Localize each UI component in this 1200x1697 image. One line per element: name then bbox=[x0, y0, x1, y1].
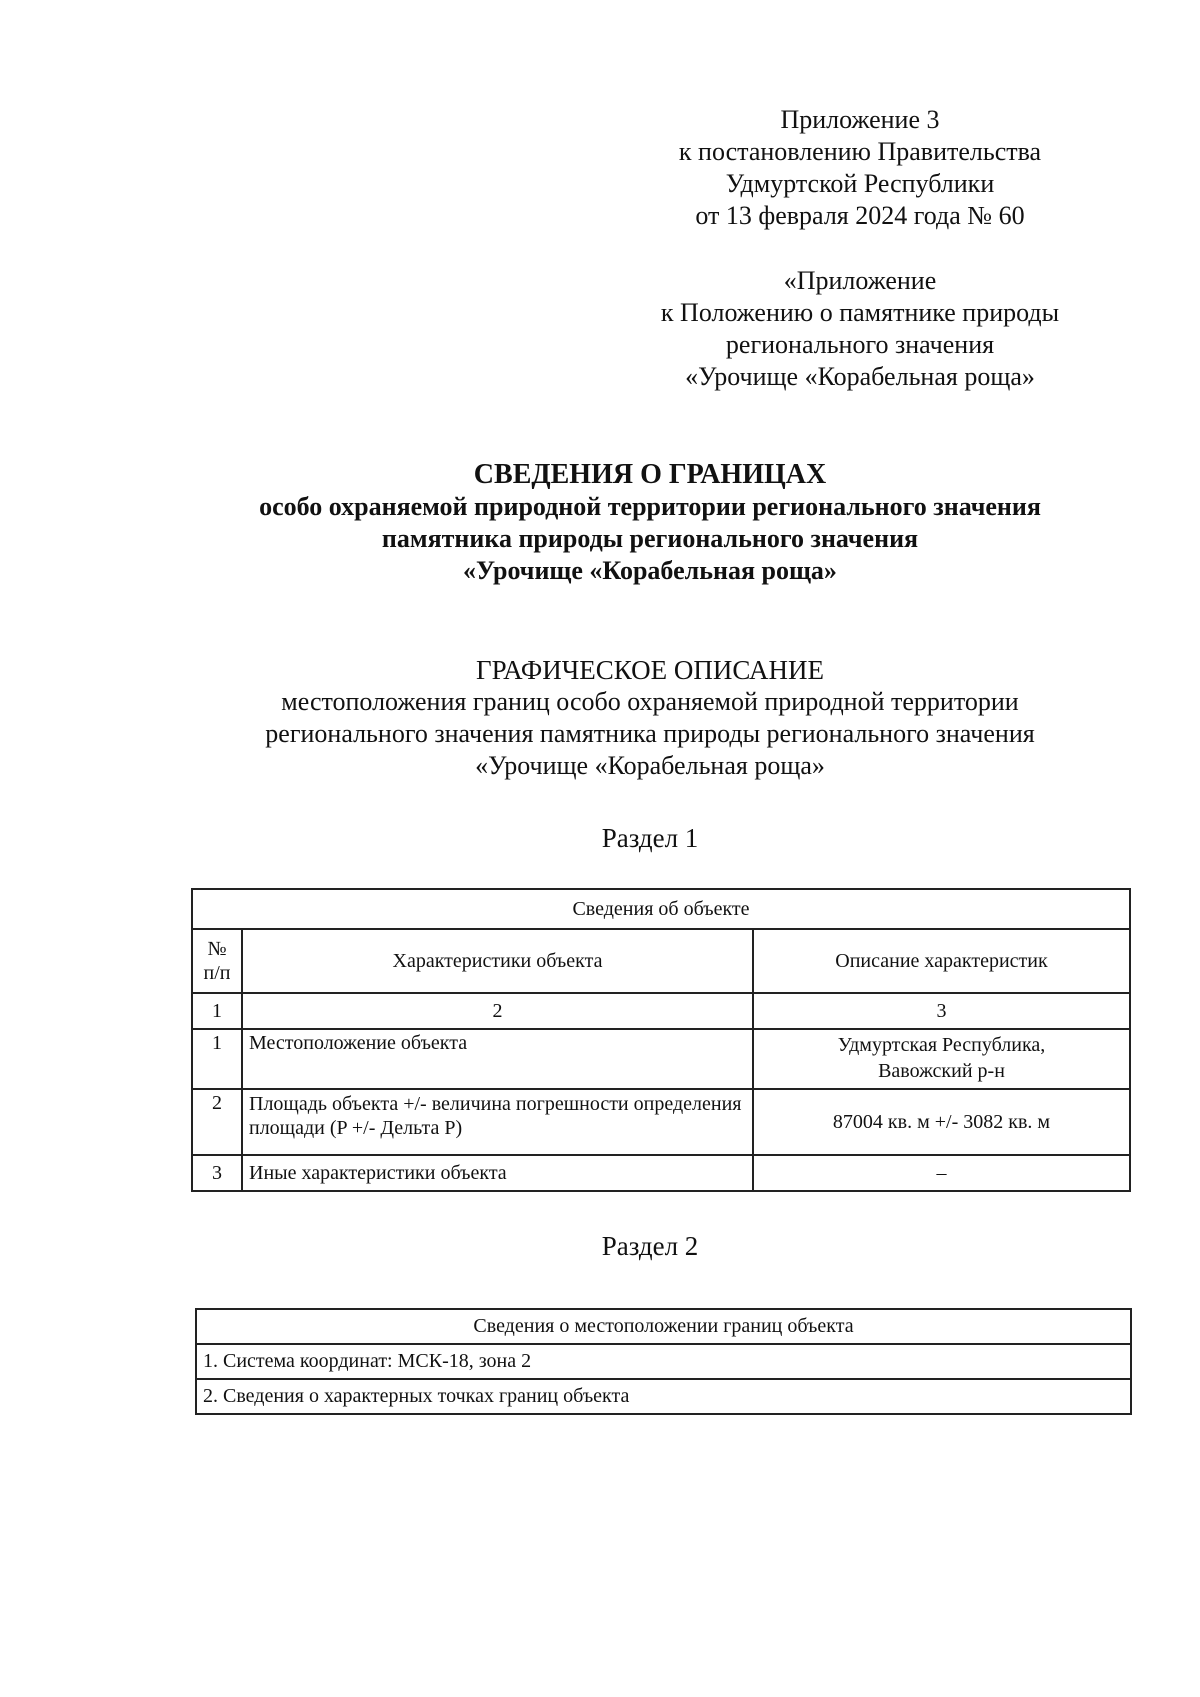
row-description: 87004 кв. м +/- 3082 кв. м bbox=[753, 1089, 1130, 1155]
graphic-description bbox=[120, 654, 1180, 782]
appendix-inner-line: «Приложение bbox=[783, 266, 937, 295]
column-header-characteristics: Характеристики объекта bbox=[242, 929, 753, 993]
appendix-line: Приложение 3 bbox=[780, 105, 940, 134]
title-line: СВЕДЕНИЯ О ГРАНИЦАХ bbox=[473, 459, 827, 490]
column-header-description: Описание характеристик bbox=[753, 929, 1130, 993]
table-caption: Сведения о местоположении границ объекта bbox=[196, 1309, 1131, 1344]
index-cell: 2 bbox=[242, 993, 753, 1029]
title-line: особо охраняемой природной территории регионального значения bbox=[259, 492, 1041, 521]
boundary-row: 2. Сведения о характерных точках границ объекта bbox=[196, 1379, 1131, 1414]
column-header-number: № п/п bbox=[192, 929, 242, 993]
row-characteristic: Иные характеристики объекта bbox=[242, 1155, 753, 1191]
row-description: – bbox=[753, 1155, 1130, 1191]
title-line: памятника природы регионального значения bbox=[381, 524, 919, 553]
row-characteristic: Площадь объекта +/- величина погрешности определения площади (P +/- Дельта P) bbox=[242, 1089, 753, 1155]
table-row bbox=[192, 1089, 1130, 1155]
appendix-inner-line: регионального значения bbox=[725, 330, 995, 359]
object-info-table bbox=[191, 888, 1131, 1192]
description-line: регионального значения памятника природы регионального значения bbox=[265, 719, 1035, 748]
table-caption: Сведения об объекте bbox=[192, 889, 1130, 929]
row-description: Удмуртская Республика, Вавожский р-н bbox=[753, 1029, 1130, 1089]
section-1-heading: Раздел 1 bbox=[601, 823, 699, 853]
appendix-line: Удмуртской Республики bbox=[725, 169, 995, 198]
document-title bbox=[120, 459, 1180, 587]
appendix-reference bbox=[600, 104, 1120, 232]
boundary-row: 1. Система координат: МСК-18, зона 2 bbox=[196, 1344, 1131, 1379]
table-row bbox=[192, 1029, 1130, 1089]
section-2-heading: Раздел 2 bbox=[601, 1231, 699, 1261]
row-number: 2 bbox=[192, 1089, 242, 1155]
table-row bbox=[192, 1155, 1130, 1191]
appendix-line: к постановлению Правительства bbox=[678, 137, 1042, 166]
title-line: «Урочище «Корабельная роща» bbox=[463, 556, 837, 585]
appendix-inner-line: «Урочище «Корабельная роща» bbox=[685, 362, 1035, 391]
index-cell: 1 bbox=[192, 993, 242, 1029]
appendix-inner-line: к Положению о памятнике природы bbox=[660, 298, 1060, 327]
row-number: 3 bbox=[192, 1155, 242, 1191]
boundary-info-table bbox=[195, 1308, 1132, 1415]
table-row bbox=[196, 1344, 1131, 1379]
table-row bbox=[196, 1379, 1131, 1414]
appendix-line: от 13 февраля 2024 года № 60 bbox=[695, 201, 1025, 230]
index-cell: 3 bbox=[753, 993, 1130, 1029]
description-line: «Урочище «Корабельная роща» bbox=[475, 751, 825, 780]
appendix-inner-reference bbox=[600, 265, 1120, 393]
description-line: местоположения границ особо охраняемой природной территории bbox=[281, 687, 1019, 716]
row-characteristic: Местоположение объекта bbox=[242, 1029, 753, 1089]
row-number: 1 bbox=[192, 1029, 242, 1089]
description-line: ГРАФИЧЕСКОЕ ОПИСАНИЕ bbox=[475, 655, 825, 685]
